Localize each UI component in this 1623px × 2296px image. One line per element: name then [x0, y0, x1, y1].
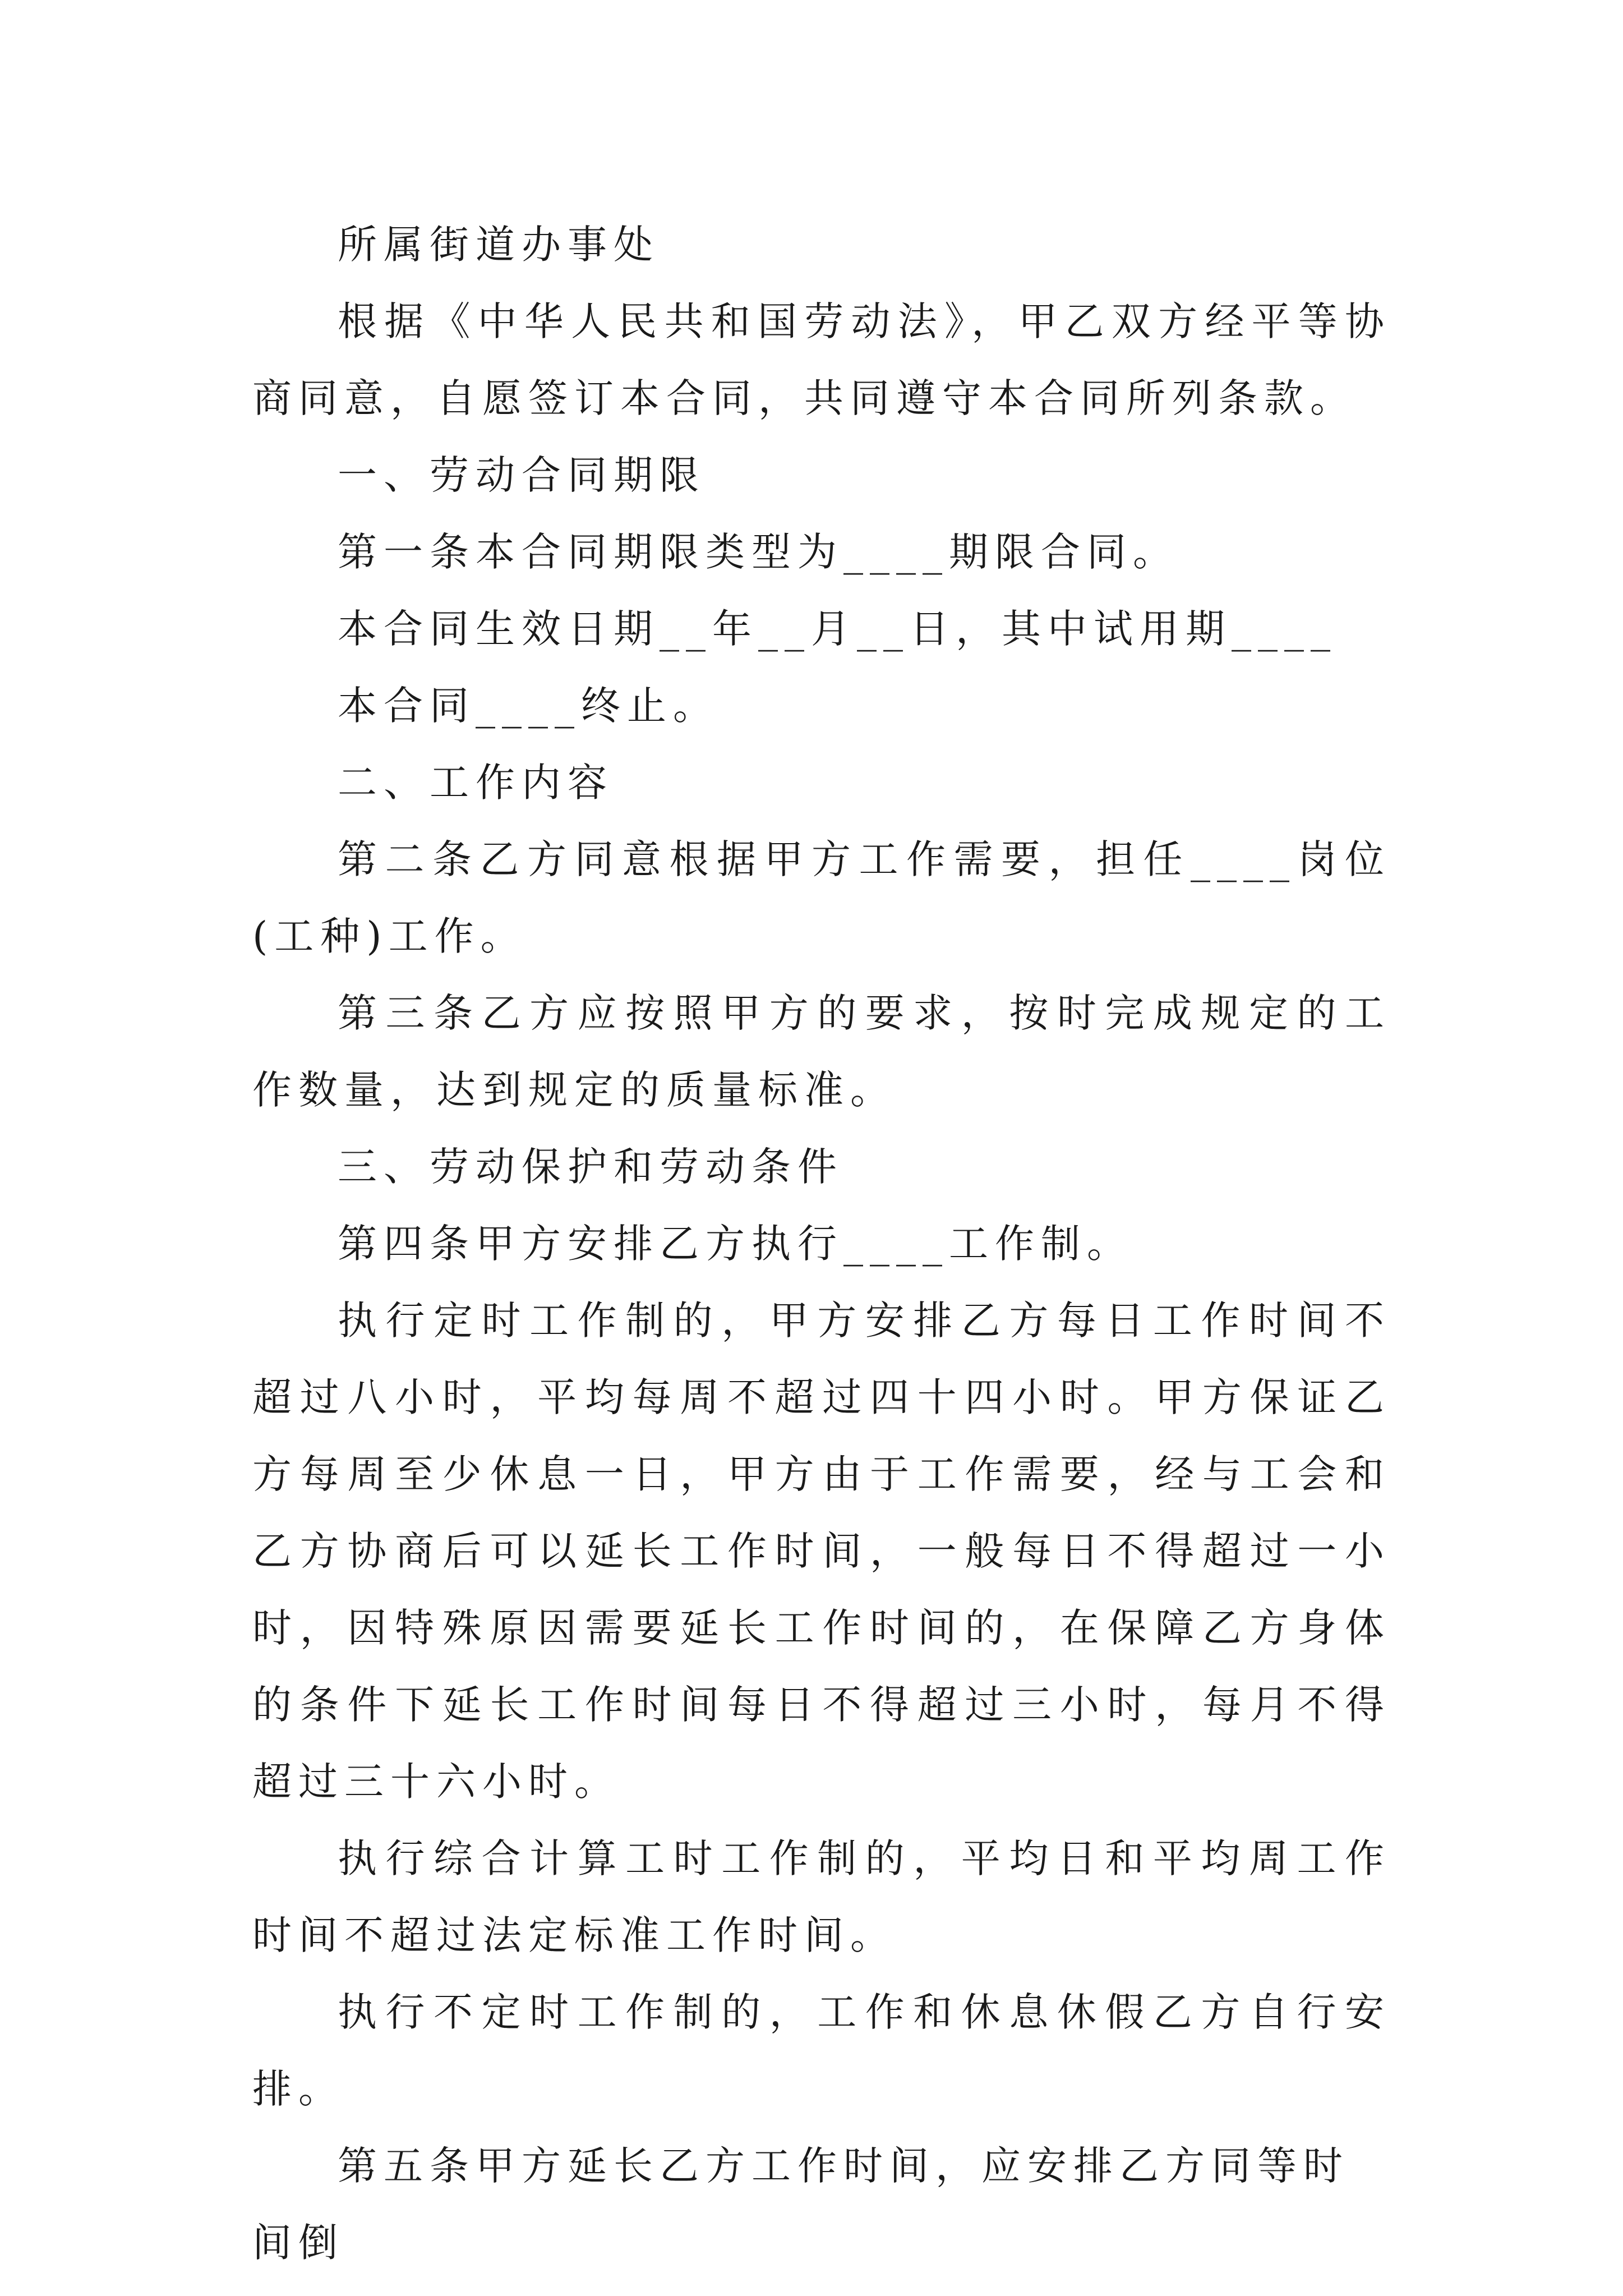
paragraph-flexible-hours: 执行不定时工作制的，工作和休息休假乙方自行安排。: [252, 1989, 1391, 2112]
paragraph-article-2: 第二条乙方同意根据甲方工作需要，担任____岗位(工种)工作。: [252, 836, 1391, 959]
paragraph-fixed-hours: 执行定时工作制的，甲方安排乙方每日工作时间不超过八小时，平均每周不超过四十四小时。甲方保证乙方每周至少休息一日，甲方由于工作需要，经与工会和乙方协商后可以延长工作时间，一般每日不得超过一小时，因特殊原因需要延长工作时间的，在保障乙方身体的条件下延长工作时间每日不得超过三小时，每月不得超过三十六小时。: [252, 1297, 1391, 1805]
heading-work-content: 二、工作内容: [338, 760, 614, 806]
heading-labor-protection: 三、劳动保护和劳动条件: [338, 1144, 843, 1190]
paragraph-article-1: 第一条本合同期限类型为____期限合同。: [338, 529, 1179, 575]
paragraph-preamble: 根据《中华人民共和国劳动法》，甲乙双方经平等协商同意，自愿签订本合同，共同遵守本合同所列条款。: [252, 298, 1391, 421]
paragraph-article-4: 第四条甲方安排乙方执行____工作制。: [338, 1221, 1133, 1267]
heading-contract-term: 一、劳动合同期限: [338, 452, 706, 498]
paragraph-termination: 本合同____终止。: [338, 683, 719, 729]
document-body: [252, 206, 1391, 2281]
paragraph-article-3: 第三条乙方应按照甲方的要求，按时完成规定的工作数量，达到规定的质量标准。: [252, 990, 1391, 1113]
paragraph-street-office: 所属街道办事处: [338, 222, 660, 268]
paragraph-comprehensive-hours: 执行综合计算工时工作制的，平均日和平均周工作时间不超过法定标准工作时间。: [252, 1835, 1391, 1958]
paragraph-effective-date: 本合同生效日期__年__月__日，其中试用期____: [338, 606, 1337, 652]
paragraph-article-5: 第五条甲方延长乙方工作时间，应安排乙方同等时间倒: [252, 2143, 1349, 2266]
